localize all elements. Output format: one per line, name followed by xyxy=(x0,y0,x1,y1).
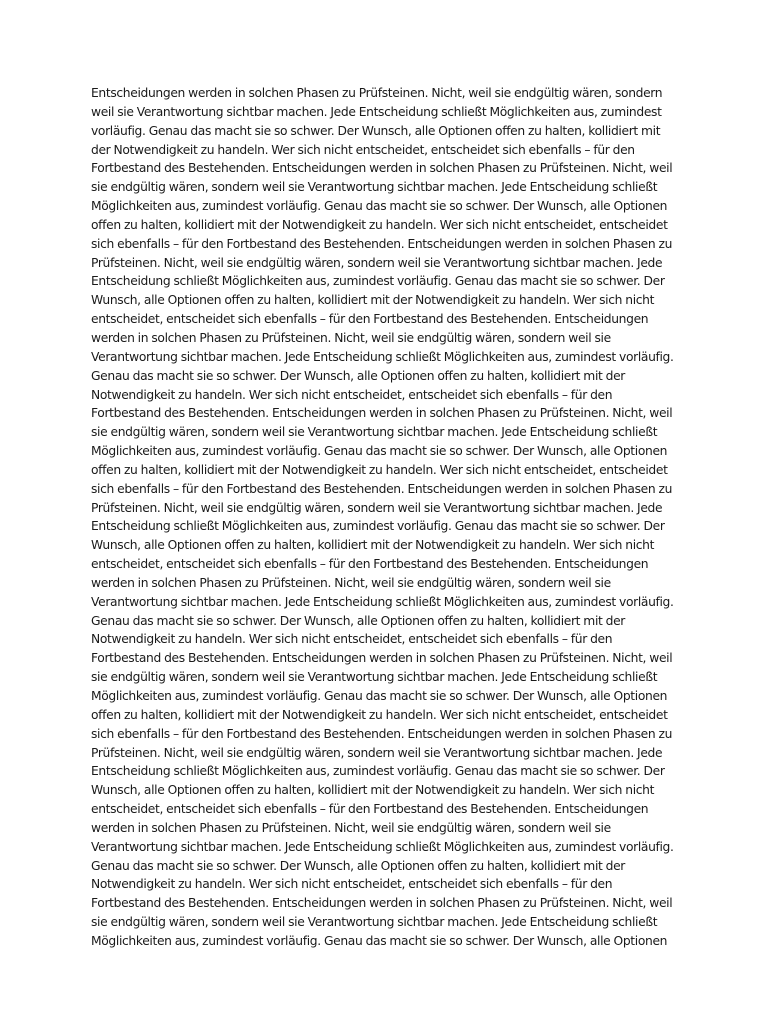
text-line: Verantwortung sichtbar machen. Jede Entscheidung schließt Möglichkeiten aus, zumindest vorläufig. xyxy=(91,594,674,609)
text-line: Genau das macht sie so schwer. Der Wunsch, alle Optionen offen zu halten, kollidiert mit der xyxy=(91,858,626,873)
text-line: offen zu halten, kollidiert mit der Notwendigkeit zu handeln. Wer sich nicht entscheidet, entscheidet xyxy=(91,462,668,477)
text-line: vorläufig. Genau das macht sie so schwer. Der Wunsch, alle Optionen offen zu halten, kollidiert mit xyxy=(91,123,661,138)
text-line: Möglichkeiten aus, zumindest vorläufig. Genau das macht sie so schwer. Der Wunsch, alle Optionen xyxy=(91,199,668,214)
text-line: Fortbestand des Bestehenden. Entscheidungen werden in solchen Phasen zu Prüfsteinen. Nicht, weil xyxy=(91,896,673,911)
text-line: Fortbestand des Bestehenden. Entscheidungen werden in solchen Phasen zu Prüfsteinen. Nicht, weil xyxy=(91,161,673,176)
text-line: Prüfsteinen. Nicht, weil sie endgültig wären, sondern weil sie Verantwortung sichtbar machen. Jede xyxy=(91,500,663,515)
text-line: sie endgültig wären, sondern weil sie Verantwortung sichtbar machen. Jede Entscheidung schließt xyxy=(91,915,658,930)
text-line: Wunsch, alle Optionen offen zu halten, kollidiert mit der Notwendigkeit zu handeln. Wer sich nicht xyxy=(91,538,655,553)
text-line: offen zu halten, kollidiert mit der Notwendigkeit zu handeln. Wer sich nicht entscheidet, entscheidet xyxy=(91,707,668,722)
text-line: Entscheidung schließt Möglichkeiten aus, zumindest vorläufig. Genau das macht sie so schwer. Der xyxy=(91,274,665,289)
text-line: Entscheidung schließt Möglichkeiten aus, zumindest vorläufig. Genau das macht sie so schwer. Der xyxy=(91,519,665,534)
text-line: Genau das macht sie so schwer. Der Wunsch, alle Optionen offen zu halten, kollidiert mit der xyxy=(91,368,626,383)
text-line: Notwendigkeit zu handeln. Wer sich nicht entscheidet, entscheidet sich ebenfalls – für den xyxy=(91,632,613,647)
body-paragraph xyxy=(91,84,677,951)
text-line: Möglichkeiten aus, zumindest vorläufig. Genau das macht sie so schwer. Der Wunsch, alle Optionen xyxy=(91,444,668,459)
text-line: werden in solchen Phasen zu Prüfsteinen. Nicht, weil sie endgültig wären, sondern weil sie xyxy=(91,820,611,835)
text-line: Prüfsteinen. Nicht, weil sie endgültig wären, sondern weil sie Verantwortung sichtbar machen. Jede xyxy=(91,255,663,270)
text-line: Prüfsteinen. Nicht, weil sie endgültig wären, sondern weil sie Verantwortung sichtbar machen. Jede xyxy=(91,745,663,760)
text-line: entscheidet, entscheidet sich ebenfalls – für den Fortbestand des Bestehenden. Entscheidungen xyxy=(91,557,649,572)
text-line: Fortbestand des Bestehenden. Entscheidungen werden in solchen Phasen zu Prüfsteinen. Nicht, weil xyxy=(91,406,673,421)
text-line: Möglichkeiten aus, zumindest vorläufig. Genau das macht sie so schwer. Der Wunsch, alle Optionen xyxy=(91,689,668,703)
text-line: Notwendigkeit zu handeln. Wer sich nicht entscheidet, entscheidet sich ebenfalls – für den xyxy=(91,387,613,402)
text-line: Fortbestand des Bestehenden. Entscheidungen werden in solchen Phasen zu Prüfsteinen. Nicht, weil xyxy=(91,651,673,666)
text-line: Notwendigkeit zu handeln. Wer sich nicht entscheidet, entscheidet sich ebenfalls – für den xyxy=(91,877,613,892)
text-line: werden in solchen Phasen zu Prüfsteinen. Nicht, weil sie endgültig wären, sondern weil sie xyxy=(91,330,611,345)
text-line: sich ebenfalls – für den Fortbestand des Bestehenden. Entscheidungen werden in solchen Phasen zu xyxy=(91,481,673,496)
text-line: entscheidet, entscheidet sich ebenfalls – für den Fortbestand des Bestehenden. Entscheidungen xyxy=(91,802,649,817)
text-line: weil sie Verantwortung sichtbar machen. Jede Entscheidung schließt Möglichkeiten aus, zumindest xyxy=(91,104,662,119)
document-page xyxy=(91,84,677,951)
text-line: der Notwendigkeit zu handeln. Wer sich nicht entscheidet, entscheidet sich ebenfalls – für den xyxy=(91,142,635,157)
text-line: entscheidet, entscheidet sich ebenfalls – für den Fortbestand des Bestehenden. Entscheidungen xyxy=(91,312,649,327)
text-line: sie endgültig wären, sondern weil sie Verantwortung sichtbar machen. Jede Entscheidung schließt xyxy=(91,670,658,685)
text-line: sich ebenfalls – für den Fortbestand des Bestehenden. Entscheidungen werden in solchen Phasen zu xyxy=(91,726,673,741)
text-line: Wunsch, alle Optionen offen zu halten, kollidiert mit der Notwendigkeit zu handeln. Wer sich nicht xyxy=(91,293,655,308)
text-line: Verantwortung sichtbar machen. Jede Entscheidung schließt Möglichkeiten aus, zumindest vorläufig. xyxy=(91,349,674,364)
text-line: Genau das macht sie so schwer. Der Wunsch, alle Optionen offen zu halten, kollidiert mit der xyxy=(91,613,626,628)
text-line: Verantwortung sichtbar machen. Jede Entscheidung schließt Möglichkeiten aus, zumindest vorläufig. xyxy=(91,839,674,854)
text-line: Entscheidung schließt Möglichkeiten aus, zumindest vorläufig. Genau das macht sie so schwer. Der xyxy=(91,764,665,779)
text-line: Entscheidungen werden in solchen Phasen zu Prüfsteinen. Nicht, weil sie endgültig wären, sondern xyxy=(91,86,663,100)
text-line: Wunsch, alle Optionen offen zu halten, kollidiert mit der Notwendigkeit zu handeln. Wer sich nicht xyxy=(91,783,655,798)
text-line: werden in solchen Phasen zu Prüfsteinen. Nicht, weil sie endgültig wären, sondern weil sie xyxy=(91,575,611,590)
text-line: sie endgültig wären, sondern weil sie Verantwortung sichtbar machen. Jede Entscheidung schließt xyxy=(91,425,658,440)
text-line: sich ebenfalls – für den Fortbestand des Bestehenden. Entscheidungen werden in solchen Phasen zu xyxy=(91,236,673,251)
text-line: offen zu halten, kollidiert mit der Notwendigkeit zu handeln. Wer sich nicht entscheidet, entscheidet xyxy=(91,217,668,232)
text-line: Möglichkeiten aus, zumindest vorläufig. Genau das macht sie so schwer. Der Wunsch, alle Optionen xyxy=(91,933,668,948)
text-line: sie endgültig wären, sondern weil sie Verantwortung sichtbar machen. Jede Entscheidung schließt xyxy=(91,180,658,195)
